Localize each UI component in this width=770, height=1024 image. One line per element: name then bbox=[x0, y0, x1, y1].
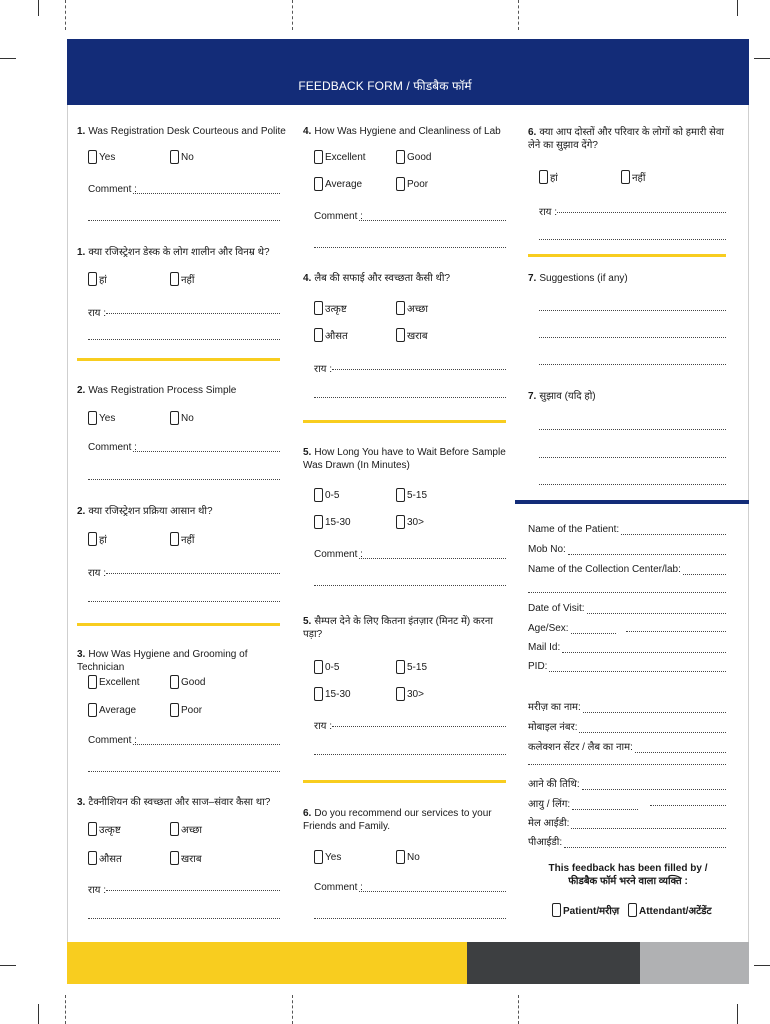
form-header bbox=[67, 39, 749, 105]
option-excellent[interactable]: Excellent bbox=[314, 150, 366, 164]
fold-mark bbox=[518, 995, 519, 1024]
checkbox[interactable] bbox=[170, 150, 179, 164]
option-30-plus[interactable]: 30> bbox=[396, 515, 424, 529]
checkbox[interactable] bbox=[314, 177, 323, 191]
comment-label: Comment : bbox=[88, 184, 137, 195]
option-average[interactable]: Average bbox=[88, 703, 136, 717]
question-4-hi: 4. लैब की सफाई और स्वच्छता कैसी थी? bbox=[303, 273, 451, 284]
checkbox[interactable] bbox=[314, 150, 323, 164]
question-7-hi: 7. सुझाव (यदि हो) bbox=[528, 391, 596, 402]
checkbox[interactable] bbox=[621, 170, 630, 184]
option-ausat[interactable]: औसत bbox=[88, 851, 122, 865]
suggestion-line[interactable] bbox=[539, 310, 726, 311]
option-nahin[interactable]: नहीं bbox=[170, 532, 194, 546]
checkbox[interactable] bbox=[88, 150, 97, 164]
footer-band-grey bbox=[640, 942, 749, 984]
collection-center-field[interactable]: Name of the Collection Center/lab: bbox=[528, 564, 726, 575]
crop-mark bbox=[737, 1004, 738, 1024]
comment-line[interactable] bbox=[88, 220, 280, 221]
rai-label: राय : bbox=[539, 207, 558, 218]
comment-label: Comment : bbox=[314, 882, 363, 893]
checkbox[interactable] bbox=[88, 822, 97, 836]
checkbox[interactable] bbox=[396, 850, 405, 864]
suggestion-line[interactable] bbox=[539, 337, 726, 338]
fold-mark bbox=[292, 0, 293, 30]
checkbox[interactable] bbox=[396, 515, 405, 529]
option-no[interactable]: No bbox=[170, 150, 194, 164]
checkbox[interactable] bbox=[396, 687, 405, 701]
suggestion-line[interactable] bbox=[539, 364, 726, 365]
option-yes[interactable]: Yes bbox=[88, 150, 115, 164]
comment-line[interactable] bbox=[106, 313, 280, 314]
question-4-en: 4. How Was Hygiene and Cleanliness of Lab bbox=[303, 126, 501, 137]
option-good[interactable]: Good bbox=[170, 675, 205, 689]
question-1-en: 1. Was Registration Desk Courteous and Polite bbox=[77, 126, 286, 137]
fold-mark bbox=[65, 995, 66, 1024]
checkbox[interactable] bbox=[88, 703, 97, 717]
section-divider bbox=[303, 420, 506, 423]
crop-mark bbox=[38, 1004, 39, 1024]
crop-mark bbox=[754, 965, 770, 966]
checkbox[interactable] bbox=[88, 411, 97, 425]
checkbox[interactable] bbox=[539, 170, 548, 184]
option-haan[interactable]: हां bbox=[539, 170, 558, 184]
comment-line[interactable] bbox=[314, 754, 506, 755]
checkbox[interactable] bbox=[314, 488, 323, 502]
question-5-hi: 5. सैम्पल देने के लिए कितना इंतज़ार (मिनट में) करना पड़ा? bbox=[303, 616, 493, 640]
question-2-hi: 2. क्या रजिस्ट्रेशन प्रक्रिया आसान थी? bbox=[77, 506, 213, 517]
checkbox[interactable] bbox=[628, 903, 637, 917]
option-filled-by-patient[interactable]: Patient/मरीज़ bbox=[552, 903, 619, 917]
option-ausat[interactable]: औसत bbox=[314, 328, 348, 342]
crop-mark bbox=[737, 0, 738, 16]
checkbox[interactable] bbox=[170, 822, 179, 836]
patient-name-field[interactable]: Name of the Patient: bbox=[528, 524, 726, 535]
option-yes[interactable]: Yes bbox=[88, 411, 115, 425]
filled-by-heading bbox=[548, 862, 708, 888]
comment-line[interactable] bbox=[557, 212, 726, 213]
comment-line[interactable] bbox=[332, 726, 506, 727]
checkbox[interactable] bbox=[314, 328, 323, 342]
comment-line[interactable] bbox=[88, 339, 280, 340]
option-nahin[interactable]: नहीं bbox=[621, 170, 645, 184]
rai-label: राय : bbox=[88, 568, 107, 579]
comment-line[interactable] bbox=[106, 573, 280, 574]
section-divider bbox=[77, 623, 280, 626]
checkbox[interactable] bbox=[314, 850, 323, 864]
option-30-plus[interactable]: 30> bbox=[396, 687, 424, 701]
comment-line[interactable] bbox=[133, 193, 280, 194]
filled-by-line-1: This feedback has been filled by / bbox=[548, 863, 708, 874]
question-5-en: 5. How Long You have to Wait Before Sample Was Drawn (In Minutes) bbox=[303, 447, 506, 471]
option-utkrisht[interactable]: उत्कृष्ट bbox=[314, 301, 347, 315]
checkbox[interactable] bbox=[88, 675, 97, 689]
option-no[interactable]: No bbox=[396, 850, 420, 864]
option-0-5[interactable]: 0-5 bbox=[314, 660, 339, 674]
checkbox[interactable] bbox=[170, 703, 179, 717]
comment-line[interactable] bbox=[133, 451, 280, 452]
question-2-en: 2. Was Registration Process Simple bbox=[77, 385, 237, 396]
suggestion-line[interactable] bbox=[539, 429, 726, 430]
option-filled-by-attendant[interactable]: Attendant/अटेंडेंट bbox=[628, 903, 712, 917]
option-no[interactable]: No bbox=[170, 411, 194, 425]
collection-center-line[interactable] bbox=[528, 592, 726, 593]
comment-line[interactable] bbox=[359, 558, 506, 559]
option-5-15[interactable]: 5-15 bbox=[396, 660, 427, 674]
fold-mark bbox=[518, 0, 519, 30]
checkbox[interactable] bbox=[396, 177, 405, 191]
mail-id-field[interactable]: Mail Id: bbox=[528, 642, 726, 653]
option-excellent[interactable]: Excellent bbox=[88, 675, 140, 689]
option-kharab[interactable]: खराब bbox=[396, 328, 428, 342]
option-haan[interactable]: हां bbox=[88, 532, 107, 546]
checkbox[interactable] bbox=[88, 272, 97, 286]
pid-hi-field[interactable]: पीआईडी: bbox=[528, 834, 726, 848]
option-nahin[interactable]: नहीं bbox=[170, 272, 194, 286]
checkbox[interactable] bbox=[314, 515, 323, 529]
checkbox[interactable] bbox=[170, 272, 179, 286]
checkbox[interactable] bbox=[314, 687, 323, 701]
fold-mark bbox=[292, 995, 293, 1024]
question-6-en: 6. Do you recommend our services to your Friends and Family. bbox=[303, 808, 492, 832]
comment-label: Comment : bbox=[88, 735, 137, 746]
option-average[interactable]: Average bbox=[314, 177, 362, 191]
comment-label: Comment : bbox=[314, 211, 363, 222]
comment-line[interactable] bbox=[88, 601, 280, 602]
checkbox[interactable] bbox=[170, 411, 179, 425]
option-poor[interactable]: Poor bbox=[170, 703, 202, 717]
checkbox[interactable] bbox=[314, 660, 323, 674]
checkbox[interactable] bbox=[396, 301, 405, 315]
rai-label: राय : bbox=[314, 721, 333, 732]
checkbox[interactable] bbox=[88, 851, 97, 865]
checkbox[interactable] bbox=[88, 532, 97, 546]
fold-mark bbox=[65, 0, 66, 30]
section-divider bbox=[303, 780, 506, 783]
option-achha[interactable]: अच्छा bbox=[396, 301, 428, 315]
question-6-hi: 6. क्या आप दोस्तों और परिवार के लोगों को हमारी सेवा लेने का सुझाव देंगे? bbox=[528, 127, 724, 151]
checkbox[interactable] bbox=[314, 301, 323, 315]
option-good[interactable]: Good bbox=[396, 150, 431, 164]
comment-line[interactable] bbox=[314, 585, 506, 586]
comment-line[interactable] bbox=[88, 918, 280, 919]
age-sex-field[interactable]: Age/Sex: bbox=[528, 623, 616, 634]
comment-line[interactable] bbox=[314, 397, 506, 398]
section-divider bbox=[528, 254, 726, 257]
question-7-en: 7. Suggestions (if any) bbox=[528, 273, 628, 284]
suggestion-line[interactable] bbox=[539, 457, 726, 458]
comment-label: Comment : bbox=[314, 549, 363, 560]
comment-line[interactable] bbox=[332, 369, 506, 370]
crop-mark bbox=[0, 965, 16, 966]
option-5-15[interactable]: 5-15 bbox=[396, 488, 427, 502]
option-yes[interactable]: Yes bbox=[314, 850, 341, 864]
checkbox[interactable] bbox=[396, 328, 405, 342]
suggestion-line[interactable] bbox=[539, 484, 726, 485]
comment-line[interactable] bbox=[88, 479, 280, 480]
comment-line[interactable] bbox=[106, 890, 280, 891]
mail-id-hi-field[interactable]: मेल आईडी: bbox=[528, 815, 726, 829]
option-kharab[interactable]: खराब bbox=[170, 851, 202, 865]
section-divider-navy bbox=[515, 500, 749, 504]
option-poor[interactable]: Poor bbox=[396, 177, 428, 191]
option-haan[interactable]: हां bbox=[88, 272, 107, 286]
comment-line[interactable] bbox=[314, 918, 506, 919]
checkbox[interactable] bbox=[396, 488, 405, 502]
sex-line[interactable] bbox=[626, 631, 726, 632]
checkbox[interactable] bbox=[170, 675, 179, 689]
question-1-hi: 1. क्या रजिस्ट्रेशन डेस्क के लोग शालीन और विनम्र थे? bbox=[77, 247, 270, 258]
rai-label: राय : bbox=[88, 885, 107, 896]
option-0-5[interactable]: 0-5 bbox=[314, 488, 339, 502]
comment-line[interactable] bbox=[314, 247, 506, 248]
age-sex-hi-field[interactable]: आयु / लिंग: bbox=[528, 796, 638, 810]
mobile-field[interactable]: Mob No: bbox=[528, 544, 726, 555]
mobile-hi-field[interactable]: मोबाइल नंबर: bbox=[528, 719, 726, 733]
checkbox[interactable] bbox=[170, 532, 179, 546]
comment-line[interactable] bbox=[133, 744, 280, 745]
form-title: FEEDBACK FORM / फीडबैक फॉर्म bbox=[298, 79, 472, 93]
filled-by-line-2: फीडबैक फॉर्म भरने वाला व्यक्ति : bbox=[568, 876, 688, 887]
sex-hi-line[interactable] bbox=[650, 805, 726, 806]
question-3-en: 3. How Was Hygiene and Grooming of Technician bbox=[77, 649, 248, 673]
section-divider bbox=[77, 358, 280, 361]
crop-mark bbox=[38, 0, 39, 16]
option-15-30[interactable]: 15-30 bbox=[314, 515, 351, 529]
footer-band-charcoal bbox=[467, 942, 640, 984]
comment-label: Comment : bbox=[88, 442, 137, 453]
pid-field[interactable]: PID: bbox=[528, 661, 726, 672]
option-achha[interactable]: अच्छा bbox=[170, 822, 202, 836]
footer-band-yellow bbox=[67, 942, 467, 984]
checkbox[interactable] bbox=[396, 660, 405, 674]
comment-line[interactable] bbox=[359, 220, 506, 221]
crop-mark bbox=[754, 58, 770, 59]
visit-date-hi-field[interactable]: आने की तिथि: bbox=[528, 776, 726, 790]
collection-center-hi-line[interactable] bbox=[528, 764, 726, 765]
comment-line[interactable] bbox=[359, 891, 506, 892]
comment-line[interactable] bbox=[539, 239, 726, 240]
visit-date-field[interactable]: Date of Visit: bbox=[528, 603, 726, 614]
checkbox[interactable] bbox=[396, 150, 405, 164]
crop-mark bbox=[0, 58, 16, 59]
option-utkrisht[interactable]: उत्कृष्ट bbox=[88, 822, 121, 836]
comment-line[interactable] bbox=[88, 771, 280, 772]
checkbox[interactable] bbox=[170, 851, 179, 865]
patient-name-hi-field[interactable]: मरीज़ का नाम: bbox=[528, 699, 726, 713]
option-15-30[interactable]: 15-30 bbox=[314, 687, 351, 701]
rai-label: राय : bbox=[314, 364, 333, 375]
rai-label: राय : bbox=[88, 308, 107, 319]
question-3-hi: 3. टैक्नीशियन की स्वच्छता और साज–संवार कैसा था? bbox=[77, 797, 271, 808]
checkbox[interactable] bbox=[552, 903, 561, 917]
collection-center-hi-field[interactable]: कलेक्शन सेंटर / लैब का नाम: bbox=[528, 739, 726, 753]
